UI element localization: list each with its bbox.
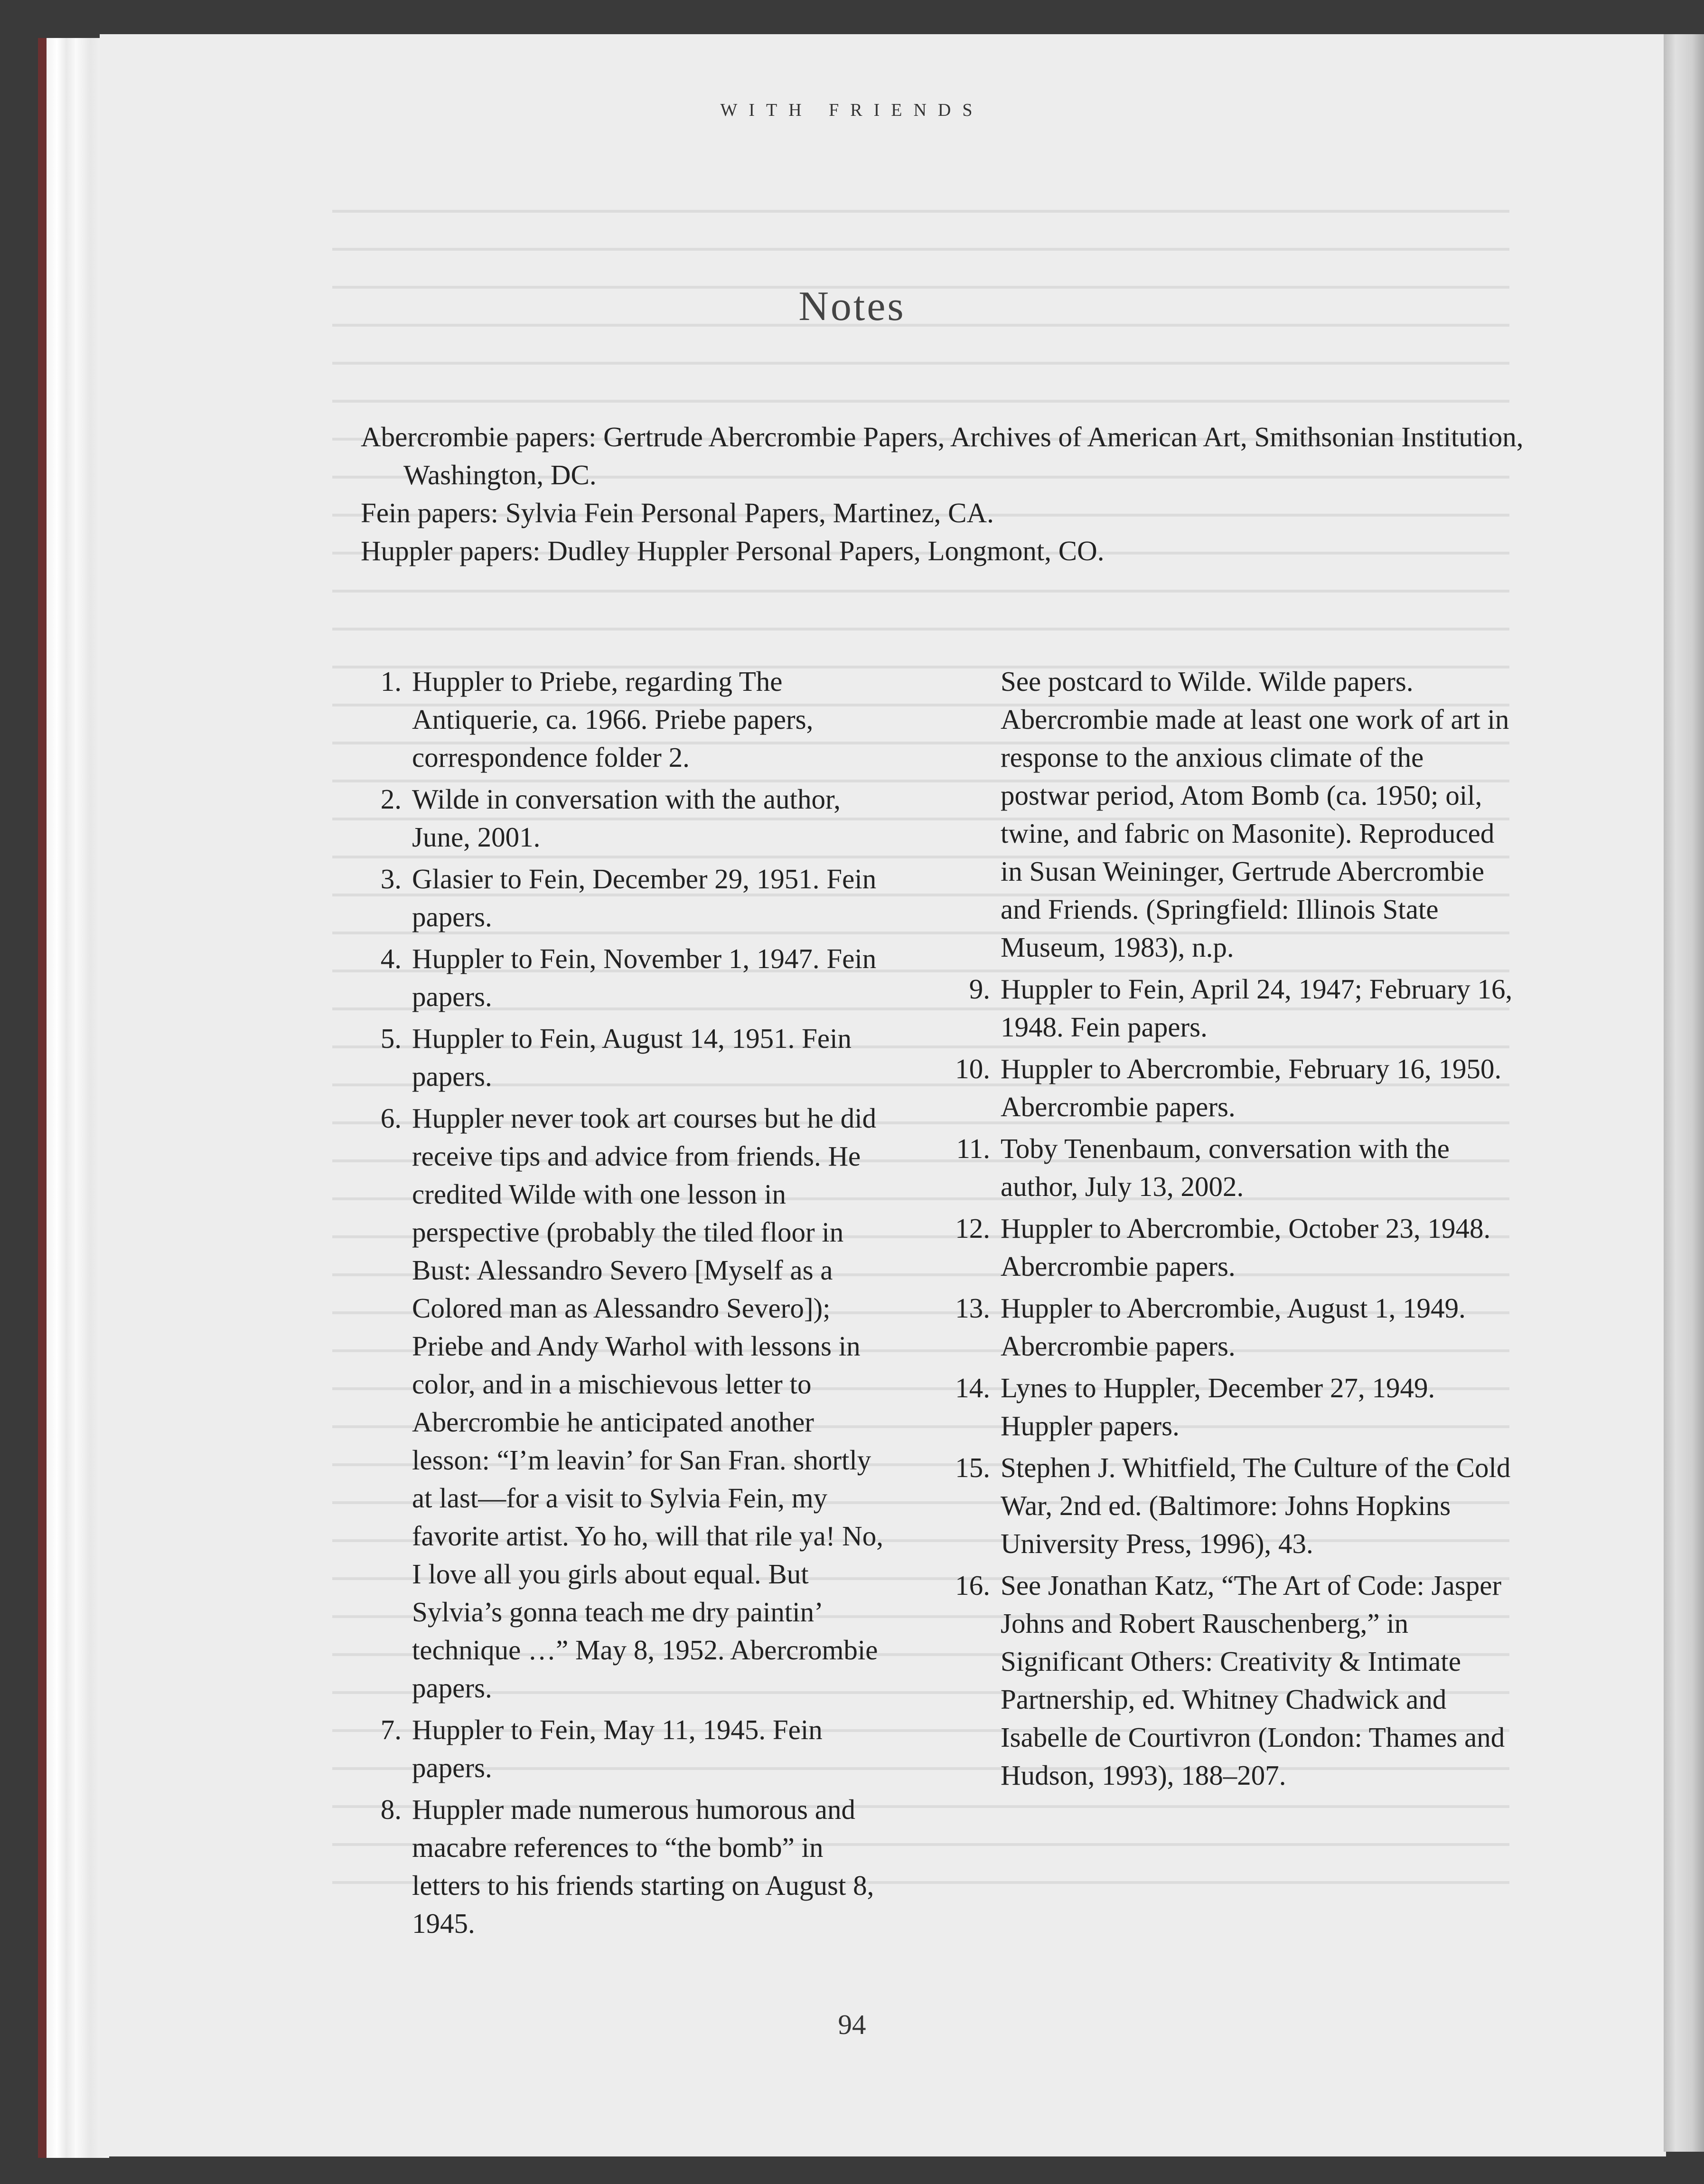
note-item [949,1050,1519,1126]
page-title: Notes [798,283,906,329]
note-number: 13. [955,1292,990,1324]
note-text: Huppler to Abercrombie, February 16, 1950. Abercrombie papers. [1001,1053,1502,1122]
note-item [949,1130,1519,1205]
book-spine-shadow [1664,34,1704,2152]
notes-column-left [361,662,897,1946]
note-number: 8. [380,1794,402,1825]
note-text: See Jonathan Katz, “The Art of Code: Jasper Johns and Robert Rauschenberg,” in Significant Others: Creativity & Intimate Partnership, ed. Whitney Chadwick and Isabelle de Courtivron (London: Thames and Hudson, 1993), 188–207. [1001,1570,1505,1791]
note-text: Huppler to Abercrombie, October 23, 1948. Abercrombie papers. [1001,1213,1491,1282]
note-number: 11. [956,1133,990,1164]
note-text: Toby Tenenbaum, conversation with the author, July 13, 2002. [1001,1133,1450,1202]
abbreviation-huppler: Huppler papers: Dudley Huppler Personal Papers, Longmont, CO. [361,535,1105,566]
note-text: Wilde in conversation with the author, June, 2001. [412,783,841,853]
note-item [361,1019,897,1095]
note-text: Huppler to Abercrombie, August 1, 1949. Abercrombie papers. [1001,1292,1466,1362]
abbreviation-abercrombie: Abercrombie papers: Gertrude Abercrombie Papers, Archives of American Art, Smithsonian Institution, Washington, DC. [361,421,1524,490]
note-number: 15. [955,1452,990,1483]
note-text: Huppler to Fein, April 24, 1947; February 16, 1948. Fein papers. [1001,973,1513,1043]
abbreviations-list [361,418,1547,570]
note-text: Glasier to Fein, December 29, 1951. Fein papers. [412,863,877,932]
note-text: Lynes to Huppler, December 27, 1949. Huppler papers. [1001,1372,1435,1441]
notes-column-right [949,662,1519,1798]
book-page-edges [38,38,109,2158]
note-item [361,780,897,856]
note-item [361,662,897,776]
note-item [361,1711,897,1787]
page-number: 94 [838,2009,866,2040]
running-head: WITH FRIENDS [720,100,984,120]
note-8-continued-text: See postcard to Wilde. Wilde papers. Abercrombie made at least one work of art in response to the anxious climate of the postwar period, Atom Bomb (ca. 1950; oil, twine, and fabric on Masonite). Reproduced in Susan Weininger, Gertrude Abercrombie and Friends. (Springfield: Illinois State Museum, 1983), n.p. [1001,666,1509,963]
note-item [949,1289,1519,1365]
note-item [361,940,897,1016]
note-text: Huppler to Priebe, regarding The Antiquerie, ca. 1966. Priebe papers, correspondence folder 2. [412,666,814,773]
note-number: 12. [955,1213,990,1244]
note-number: 9. [969,973,990,1005]
abbreviation-fein: Fein papers: Sylvia Fein Personal Papers, Martinez, CA. [361,497,994,528]
note-item [361,1790,897,1942]
note-item [949,970,1519,1046]
note-item [949,1449,1519,1563]
note-text: Huppler to Fein, November 1, 1947. Fein papers. [412,943,877,1012]
note-item [949,1209,1519,1285]
note-continuation [949,662,1519,966]
note-number: 7. [380,1714,402,1745]
note-number: 5. [380,1023,402,1054]
note-number: 4. [380,943,402,974]
note-text: Stephen J. Whitfield, The Culture of the Cold War, 2nd ed. (Baltimore: Johns Hopkins University Press, 1996), 43. [1001,1452,1511,1559]
note-number: 16. [955,1570,990,1601]
note-text: Huppler never took art courses but he did receive tips and advice from friends. He credited Wilde with one lesson in perspective (probably the tiled floor in Bust: Alessandro Severo [Myself as a Colored man as Alessandro Severo]); Priebe and Andy Warhol with lessons in color, and in a mischievous letter to Abercrombie he anticipated another lesson: “I’m leavin’ for San Fran. shortly at last—for a visit to Sylvia Fein, my favorite artist. Yo ho, will that rile ya! No, I love all you girls about equal. But Sylvia’s gonna teach me dry paintin’ technique …” May 8, 1952. Abercrombie papers. [412,1102,884,1704]
note-number: 10. [955,1053,990,1084]
note-number: 3. [380,863,402,894]
note-item [361,860,897,936]
note-number: 1. [380,666,402,697]
note-item [949,1369,1519,1445]
note-text: Huppler made numerous humorous and macabre references to “the bomb” in letters to his friends starting on August 8, 1945. [412,1794,874,1939]
note-item [361,1099,897,1707]
note-item [949,1566,1519,1794]
note-number: 2. [380,783,402,815]
note-number: 14. [955,1372,990,1403]
note-text: Huppler to Fein, August 14, 1951. Fein papers. [412,1023,852,1092]
note-number: 6. [380,1102,402,1134]
note-text: Huppler to Fein, May 11, 1945. Fein papers. [412,1714,823,1783]
